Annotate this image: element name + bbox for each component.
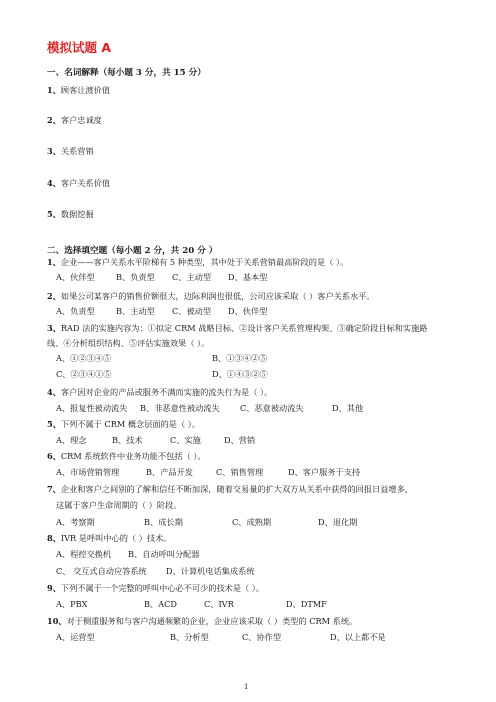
section2-heading: 二、选择填空题（每小题 2 分，共 20 分 ）: [47, 246, 218, 256]
question-stem: 7、企业和客户之间别的了解和信任不断加深，随着交易量的扩大双方从关系中获得的回报日益增多，: [47, 484, 413, 494]
term-item: 5、数据挖掘: [47, 209, 94, 219]
page-title: 模拟试题 A: [47, 40, 112, 55]
question-options: A、考察期 B、成长期 C、成熟期 D、退化期: [56, 517, 358, 527]
term-item: 2、客户忠诚度: [47, 115, 102, 125]
question-stem: 4、客户因对企业的产品或服务不满而实施的流失行为是（ ）。: [47, 387, 273, 397]
question-stem: 8、IVR 是呼叫中心的（ ）技术。: [47, 533, 172, 543]
question-options: A、PBX B、ACD C、IVR D、DTMF: [56, 599, 327, 609]
question-stem: 6、CRM 系统软件中业务功能不包括（ ）。: [47, 451, 206, 461]
question-stem-cont: 线、④分析组织结构、⑤评估实施效果（ ）。: [47, 338, 210, 348]
question-stem-cont: 这属于客户生命周期的（ ）阶段。: [56, 500, 182, 510]
question-stem: 9、下列不属于一个完整的呼叫中心必不可少的技术是（ ）。: [47, 583, 265, 593]
question-stem: 5、下列不属于 CRM 概念层面的是（ ）。: [47, 419, 201, 429]
page-number: 1: [244, 683, 249, 691]
question-options: A、运营型 B、分析型 C、协作型 D、以上都不是: [56, 632, 386, 642]
term-item: 3、关系营销: [47, 146, 94, 156]
question-stem: 10、对于侧重服务和与客户沟通频繁的企业，企业应该采取（ ）类型的 CRM 系统。: [47, 616, 358, 626]
question-options: A、理念 B、技术 C、实施 D、营销: [56, 435, 256, 445]
question-stem: 3、RAD 法的实施内容为：①拟定 CRM 战略目标、②设计客户关系管理构架、③确定阶段目标和实施路: [47, 323, 428, 333]
question-options: A、负责型 B、主动型 C、被动型 D、伙伴型: [56, 306, 268, 316]
question-options: C、②③④①⑤ D、①④③②⑤: [56, 369, 268, 379]
question-stem: 2、如果公司某客户的销售价额很大，边际利润也很低，公司应该采取（ ）客户关系水平。: [47, 291, 375, 301]
term-item: 4、客户关系价值: [47, 178, 111, 188]
question-options: A、①②③④⑤ B、①③④②⑤: [56, 353, 268, 363]
question-options: A、市场营销管理 B、产品开发 C、销售管理 D、客户服务于支持: [56, 467, 361, 477]
question-stem: 1、企业——客户关系水平阶梯有 5 种类型，其中处于关系营销最高阶段的是（ ）。: [47, 257, 349, 267]
term-item: 1、顾客让渡价值: [47, 85, 111, 95]
question-options: A、伙伴型 B、负责型 C、主动型 D、基本型: [56, 272, 268, 282]
section1-heading: 一、名词解释（每小题 3 分，共 15 分）: [47, 68, 206, 78]
question-options: A、报复性被动流失 B、非恶意性被动流失 C、恶意被动流失 D、其他: [56, 403, 364, 413]
question-options: A、程控交换机 B、自动呼叫分配器: [56, 549, 200, 559]
question-options: C、 交互式自动应答系统 D、计算机电话集成系统: [56, 566, 255, 576]
